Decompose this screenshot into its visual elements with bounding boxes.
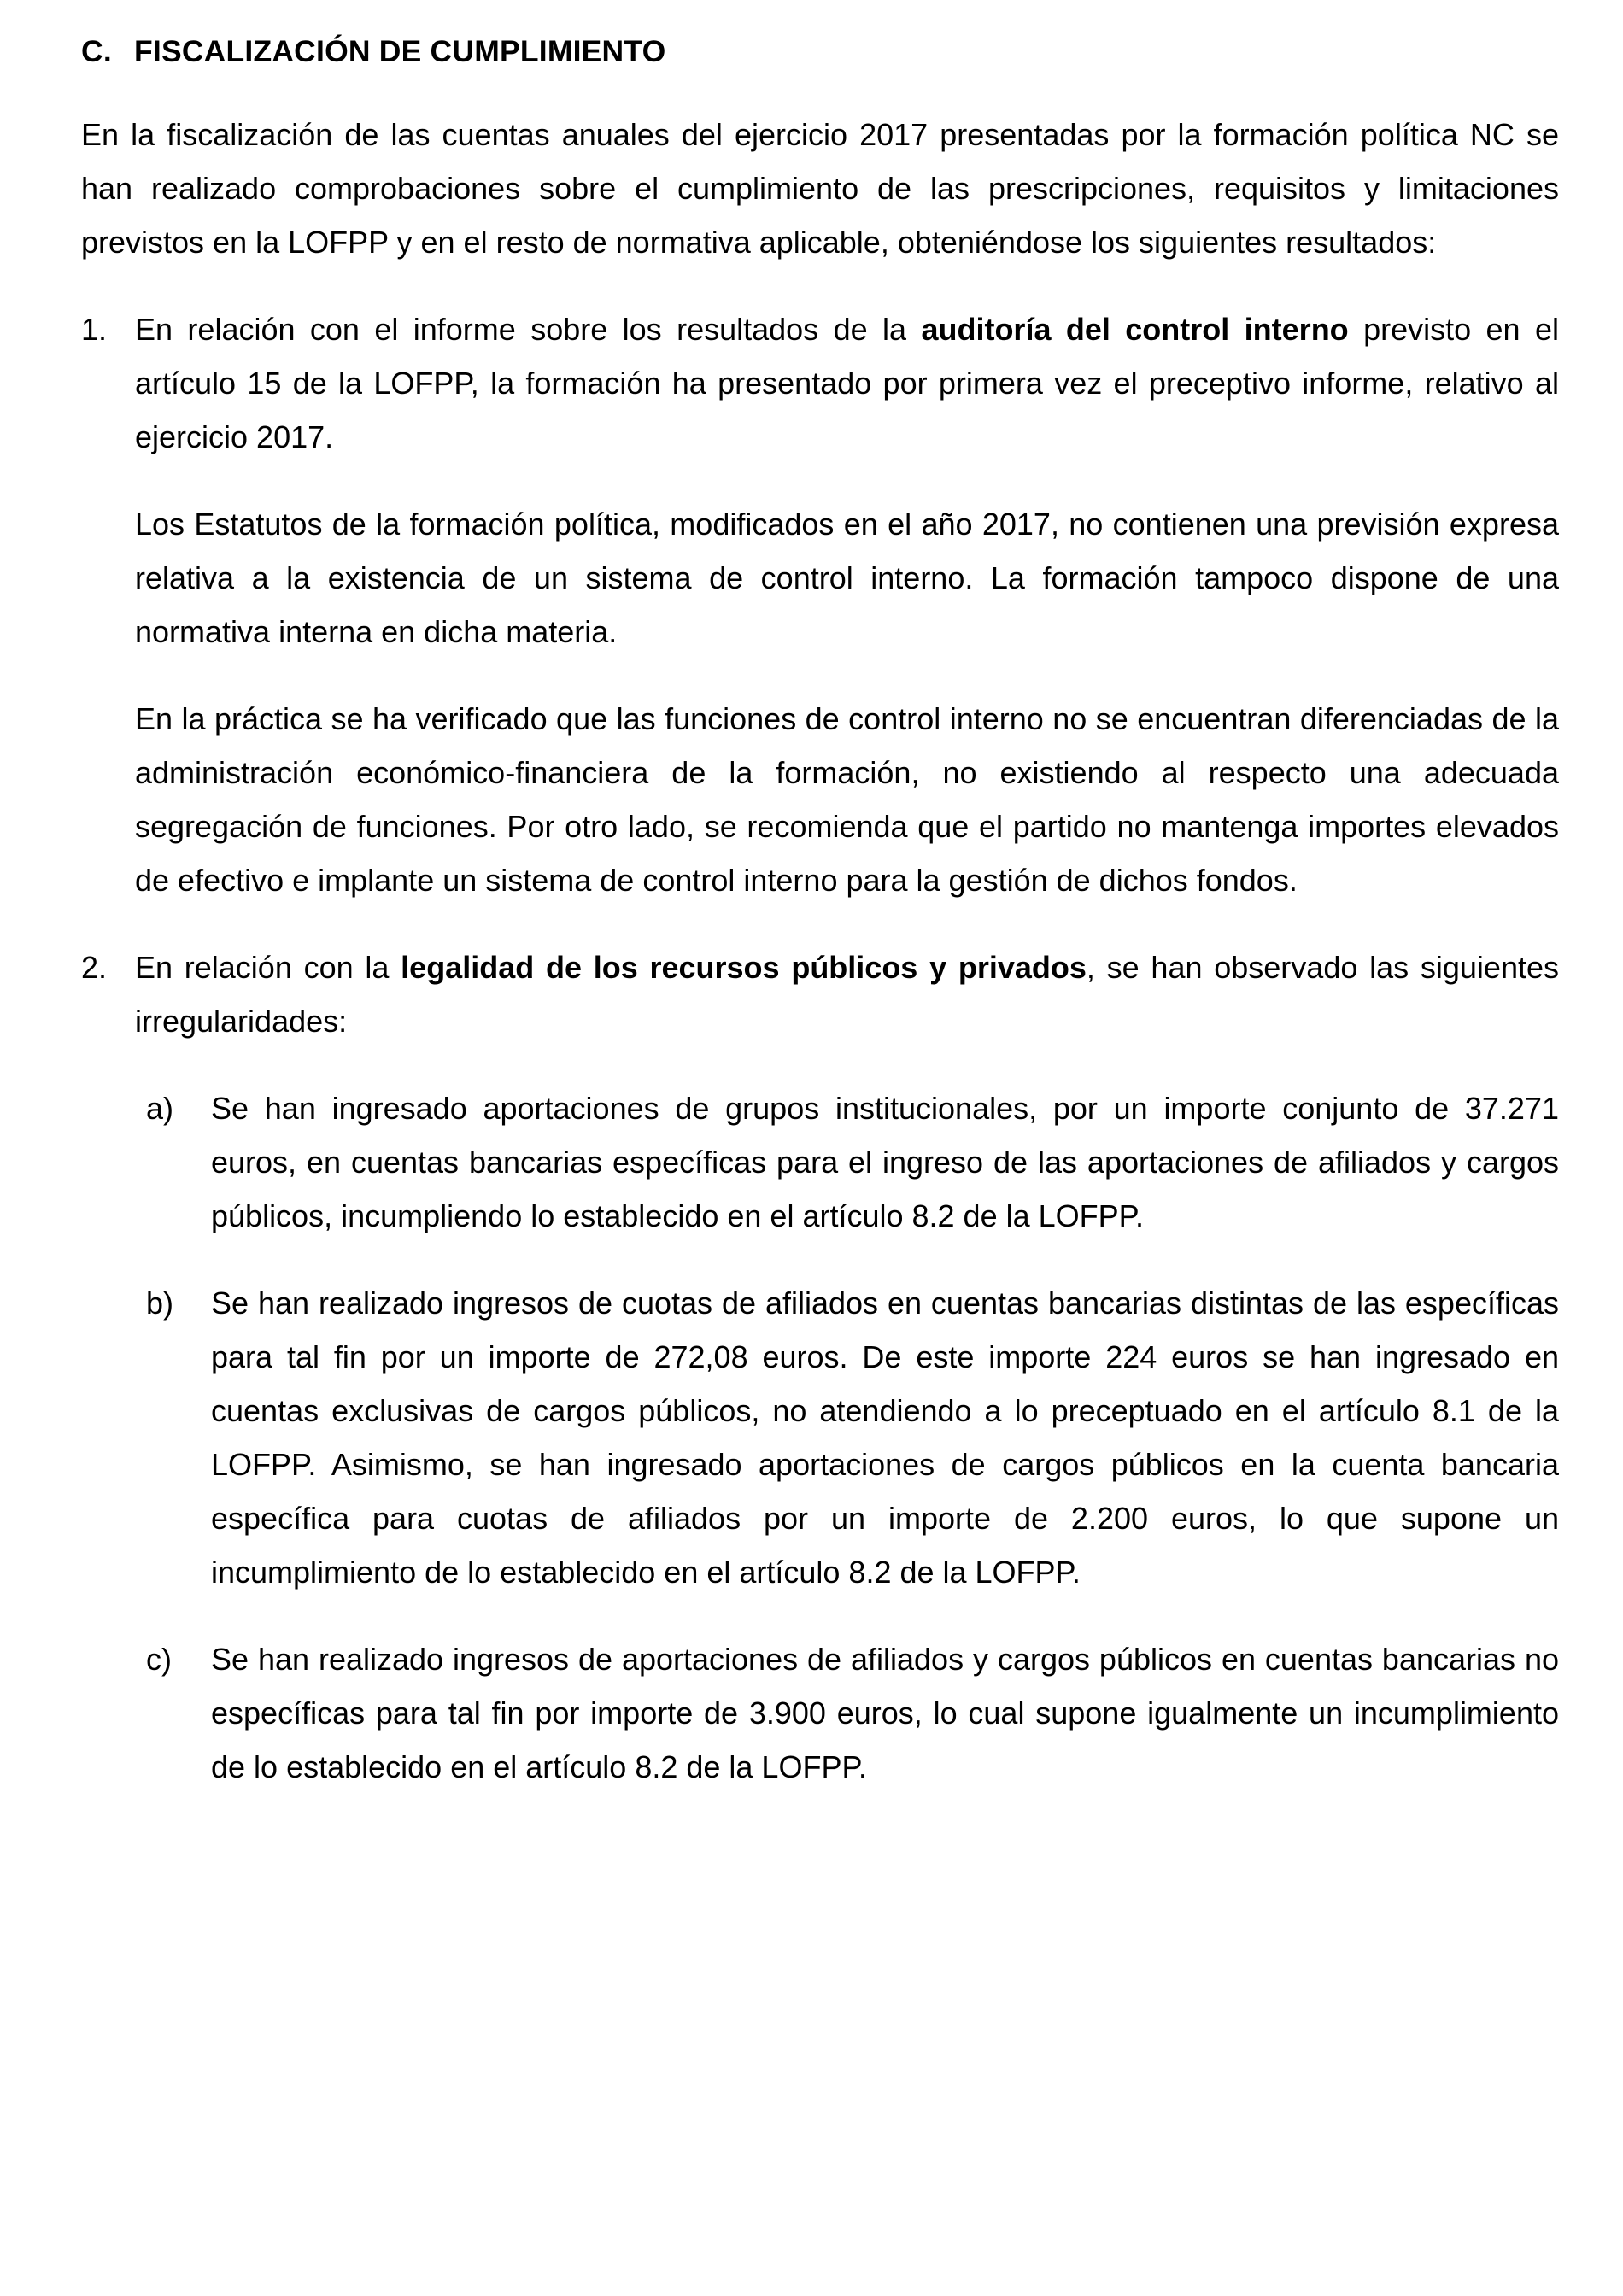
sub-item-a-letter: a) <box>146 1091 174 1126</box>
item-2-paragraph-1 <box>135 940 1559 1048</box>
section-title: FISCALIZACIÓN DE CUMPLIMIENTO <box>134 34 666 68</box>
sub-item-b <box>81 1276 1559 1599</box>
sub-item-c-letter: c) <box>146 1642 172 1677</box>
list-item-1 <box>81 302 1559 907</box>
section-heading <box>81 34 1559 68</box>
sub-item-b-letter: b) <box>146 1286 174 1321</box>
sub-item-a <box>81 1081 1559 1243</box>
sub-item-a-text: Se han ingresado aportaciones de grupos institucionales, por un importe conjunto de 37.271 euros, en cuentas bancarias específicas para el ingreso de las aportaciones de afiliados y cargos públicos, incumpliendo lo establecido en el artículo 8.2 de la LOFPP. <box>211 1091 1559 1233</box>
intro-paragraph: En la fiscalización de las cuentas anuales del ejercicio 2017 presentadas por la formación política NC se han realizado comprobaciones sobre el cumplimiento de las prescripciones, requisitos y limitaciones previstos en la LOFPP y en el resto de normativa aplicable, obteniéndose los siguientes resultados: <box>81 117 1559 260</box>
sub-item-c-text: Se han realizado ingresos de aportaciones de afiliados y cargos públicos en cuentas bancarias no específicas para tal fin por importe de 3.900 euros, lo cual supone igualmente un incumplimiento de lo establecido en el artículo 8.2 de la LOFPP. <box>211 1642 1559 1784</box>
section-number: C. <box>81 34 112 68</box>
item-1-text-before: En relación con el informe sobre los resultados de la <box>135 312 922 347</box>
item-1-bold-term: auditoría del control interno <box>921 312 1349 347</box>
list-item-2-number: 2. <box>81 950 108 985</box>
list-item-1-number: 1. <box>81 312 108 347</box>
item-2-text-before: En relación con la <box>135 950 401 985</box>
item-1-text-after: previsto en el artículo 15 de la LOFPP, la formación ha presentado por primera vez el preceptivo informe, relativo al ejercicio 2017. <box>135 312 1559 454</box>
item-1-paragraph-3: En la práctica se ha verificado que las funciones de control interno no se encuentran diferenciadas de la administración económico-financiera de la formación, no existiendo al respecto una adecuada segregación de funciones. Por otro lado, se recomienda que el partido no mantenga importes elevados de efectivo e implante un sistema de control interno para la gestión de dichos fondos. <box>135 701 1559 898</box>
item-1-paragraph-1 <box>135 302 1559 464</box>
sub-item-b-text: Se han realizado ingresos de cuotas de afiliados en cuentas bancarias distintas de las específicas para tal fin por un importe de 272,08 euros. De este importe 224 euros se han ingresado en cuentas exclusivas de cargos públicos, no atendiendo a lo preceptuado en el artículo 8.1 de la LOFPP. Asimismo, se han ingresado aportaciones de cargos públicos en la cuenta bancaria específica para cuotas de afiliados por un importe de 2.200 euros, lo que supone un incumplimiento de lo establecido en el artículo 8.2 de la LOFPP. <box>211 1286 1559 1590</box>
list-item-2 <box>81 940 1559 1048</box>
item-1-paragraph-2: Los Estatutos de la formación política, modificados en el año 2017, no contienen una previsión expresa relativa a la existencia de un sistema de control interno. La formación tampoco dispone de una normativa interna en dicha materia. <box>135 507 1559 649</box>
document-page <box>81 34 1559 1827</box>
item-2-bold-term: legalidad de los recursos públicos y privados <box>401 950 1087 985</box>
item-2-text-after: , se han observado las siguientes irregularidades: <box>135 950 1559 1039</box>
sub-item-c <box>81 1632 1559 1794</box>
